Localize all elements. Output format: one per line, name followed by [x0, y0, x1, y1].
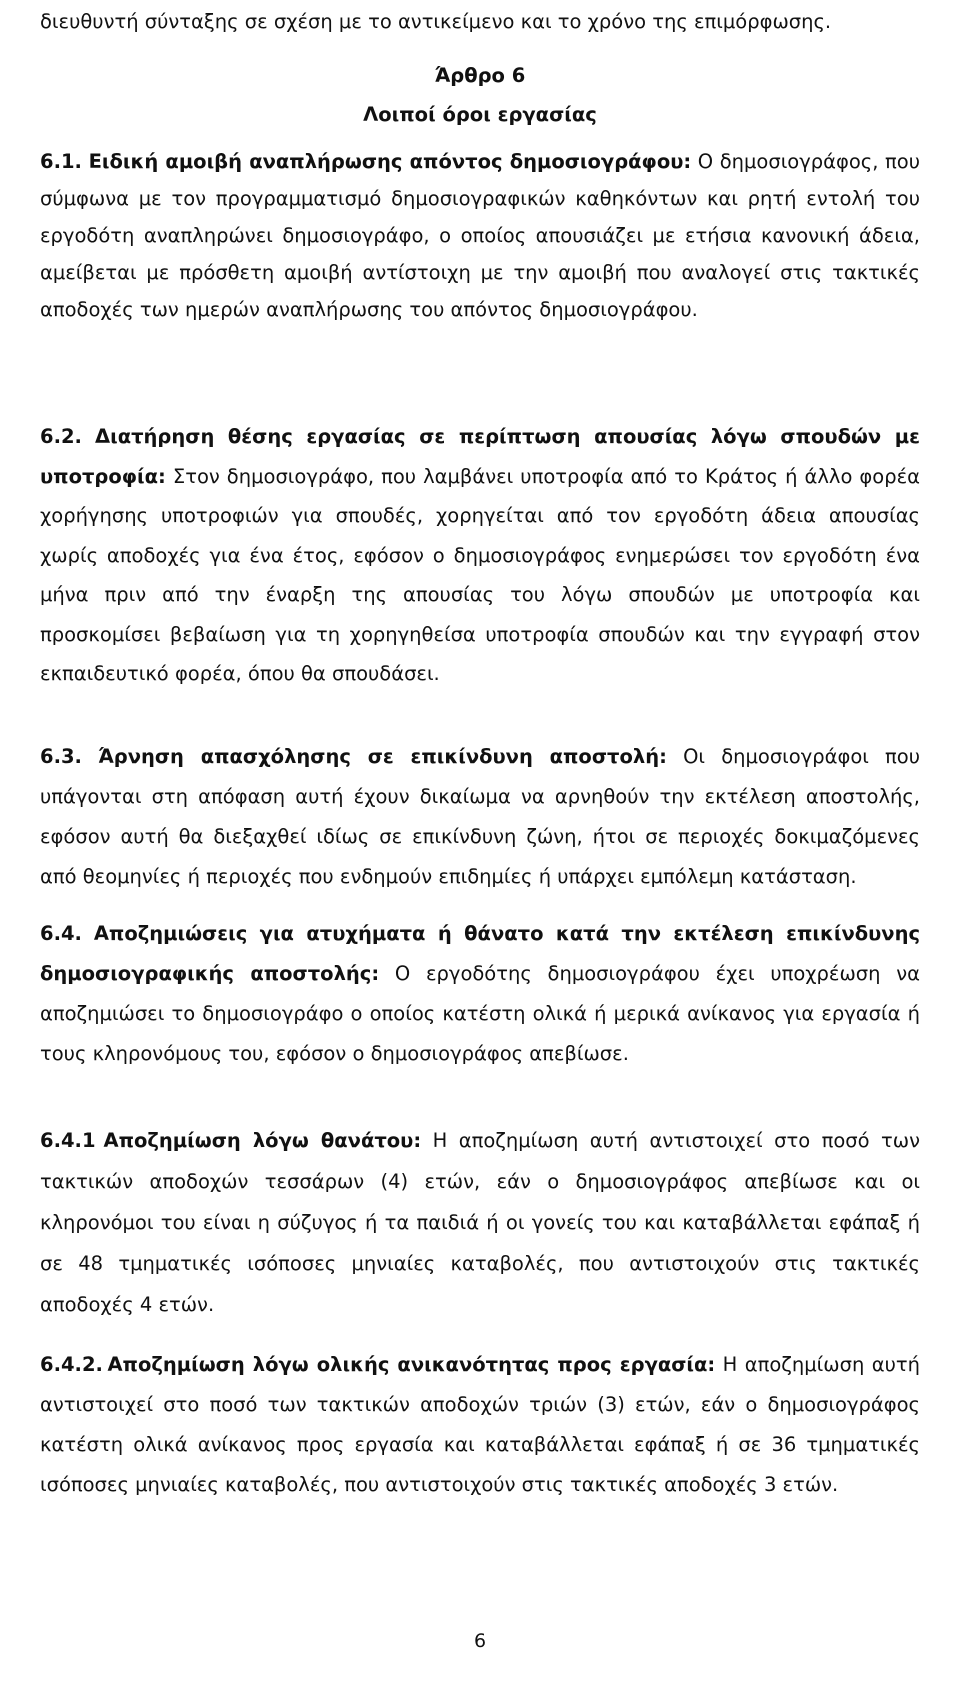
section-body: Στον δημοσιογράφο, που λαμβάνει υποτροφία από το Κράτος ή άλλο φορέα χορήγησης υποτροφιών για σπουδές, χορηγείται από τον εργοδότη άδεια απουσίας χωρίς αποδοχές για ένα έτος, εφόσον ο δημοσιογράφος ενημερώσει τον εργοδότη ένα μήνα πριν από την έναρξη της απουσίας του λόγω σπουδών με υποτροφία και προσκομίσει βεβαίωση για τη χορηγηθείσα υποτροφία σπουδών και την εγγραφή στον εκπαιδευτικό φορέα, όπου θα σπουδάσει. — [40, 464, 920, 685]
section-number: 6.3. — [40, 745, 82, 768]
section-number: 6.1. — [40, 150, 82, 173]
section-6-4-1 — [40, 1120, 920, 1325]
section-heading: Αποζημιώσεις για ατυχήματα ή θάνατο κατά την εκτέλεση επικίνδυνης δημοσιογραφικής αποστολής: — [40, 922, 921, 985]
section-body: Ο δημοσιογράφος, που σύμφωνα με τον προγραμματισμό δημοσιογραφικών καθηκόντων και ρητή εντολή του εργοδότη αναπληρώνει δημοσιογράφο, ο οποίος απουσιάζει με ετήσια κανονική άδεια, αμείβεται με πρόσθετη αμοιβή αντίστοιχη με την αμοιβή που αναλογεί στις τακτικές αποδοχές των ημερών αναπλήρωσης του απόντος δημοσιογράφου. — [40, 150, 920, 321]
section-6-2 — [40, 417, 920, 694]
section-heading: Άρνηση απασχόλησης σε επικίνδυνη αποστολή: — [98, 745, 667, 768]
section-body: Οι δημοσιογράφοι που υπάγονται στη απόφαση αυτή έχουν δικαίωμα να αρνηθούν την εκτέλεση αποστολής, εφόσον αυτή θα διεξαχθεί ιδίως σε επικίνδυνη ζώνη, ήτοι σε περιοχές δοκιμαζόμενες από θεομηνίες ή περιοχές που ενδημούν επιδημίες ή υπάρχει εμπόλεμη κατάσταση. — [40, 745, 921, 888]
section-6-1 — [40, 143, 920, 328]
section-heading: Διατήρηση θέσης εργασίας σε περίπτωση απουσίας λόγω σπουδών με υποτροφία: — [40, 425, 920, 488]
section-number: 6.4. — [40, 922, 82, 945]
section-body: Ο εργοδότης δημοσιογράφου έχει υποχρέωση να αποζημιώσει το δημοσιογράφο ο οποίος κατέστη ολικά ή μερικά ανίκανος για εργασία ή τους κληρονόμους του, εφόσον ο δημοσιογράφος απεβίωσε. — [40, 962, 920, 1065]
section-heading: Ειδική αμοιβή αναπλήρωσης απόντος δημοσιογράφου: — [88, 150, 692, 173]
section-6-3 — [40, 737, 920, 897]
section-heading: Αποζημίωση λόγω θανάτου: — [103, 1129, 422, 1152]
section-6-4-2 — [40, 1345, 920, 1505]
article-title: Λοιποί όροι εργασίας — [363, 103, 597, 126]
section-number: 6.4.2. — [40, 1353, 103, 1376]
lead-paragraph: διευθυντή σύνταξης σε σχέση με το αντικείμενο και το χρόνο της επιμόρφωσης. — [40, 10, 832, 33]
page-number: 6 — [473, 1630, 487, 1652]
section-heading: Αποζημίωση λόγω ολικής ανικανότητας προς εργασία: — [107, 1353, 716, 1376]
section-body: Η αποζημίωση αυτή αντιστοιχεί στο ποσό των τακτικών αποδοχών τεσσάρων (4) ετών, εάν ο δημοσιογράφος απεβίωσε και οι κληρονόμοι του είναι η σύζυγος ή τα παιδιά ή οι γονείς του και καταβάλλεται εφάπαξ ή σε 48 τμηματικές ισόποσες μηνιαίες καταβολές, που αντιστοιχούν στις τακτικές αποδοχές 4 ετών. — [40, 1129, 920, 1316]
section-number: 6.4.1 — [40, 1129, 96, 1152]
section-6-4 — [40, 914, 920, 1074]
section-body: Η αποζημίωση αυτή αντιστοιχεί στο ποσό των τακτικών αποδοχών τριών (3) ετών, εάν ο δημοσιογράφος κατέστη ολικά ανίκανος προς εργασία και καταβάλλεται εφάπαξ ή σε 36 τμηματικές ισόποσες μηνιαίες καταβολές, που αντιστοιχούν στις τακτικές αποδοχές 3 ετών. — [40, 1353, 920, 1496]
section-number: 6.2. — [40, 425, 82, 448]
article-number: Άρθρο 6 — [434, 64, 526, 87]
